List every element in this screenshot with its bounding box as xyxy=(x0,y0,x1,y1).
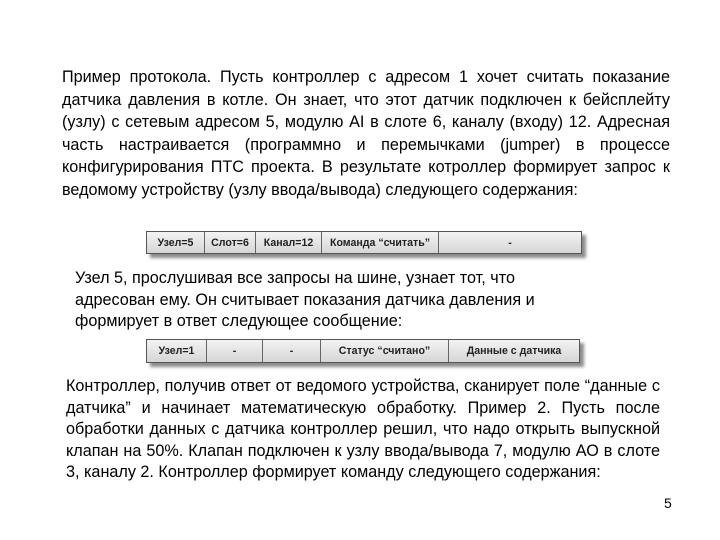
frame-cell-channel: - xyxy=(263,340,321,362)
frame-cell-command: Команда “считать” xyxy=(322,232,439,253)
frame-cell-data: Данные с датчика xyxy=(466,345,562,357)
frame-cell-node: Узел=1 xyxy=(147,340,207,362)
frame-cell-node: Узел=5 xyxy=(147,232,205,253)
paragraph-protocol-example: Пример протокола. Пусть контроллер с адресом 1 хочет считать показание датчика давления в котле. Он знает, что этот датчик подключен к бейсплейту (узлу) с сетевым адресом 5, модулю AI в слоте 6, каналу (входу) 12. Адресная часть настраивается (программно и перемычками (jumper) в процессе конфигурирования ПТС проекта. В результате котроллер формирует запрос к ведомому устройству (узлу ввода/вывода) следующего содержания: xyxy=(62,68,670,199)
response-frame-table xyxy=(146,339,580,363)
frame-cell-status: Статус “считано” xyxy=(321,340,449,362)
frame-cell-slot: Слот=6 xyxy=(205,232,256,253)
frame-cell-data: - xyxy=(508,236,512,249)
frame-cell-slot: - xyxy=(207,340,263,362)
request-frame-table xyxy=(146,231,582,254)
paragraph-example-2: Контроллер, получив ответ от ведомого устройства, сканирует поле “данные с датчика” и начинает математическую обработку. Пример 2. Пусть после обработки данных с датчика контроллер решил, что надо открыть выпускной клапан на 50%. Клапан подключен к узлу ввода/вывода 7, модулю АО в слоте 3, каналу 2. Контроллер формирует команду следующего содержания: xyxy=(66,377,660,481)
frame-cell-channel: Канал=12 xyxy=(256,232,322,253)
paragraph-node-response: Узел 5, прослушивая все запросы на шине, узнает тот, что адресован ему. Он считывает показания датчика давления и формирует в ответ следующее сообщение: xyxy=(75,269,535,330)
page-number: 5 xyxy=(664,495,672,511)
